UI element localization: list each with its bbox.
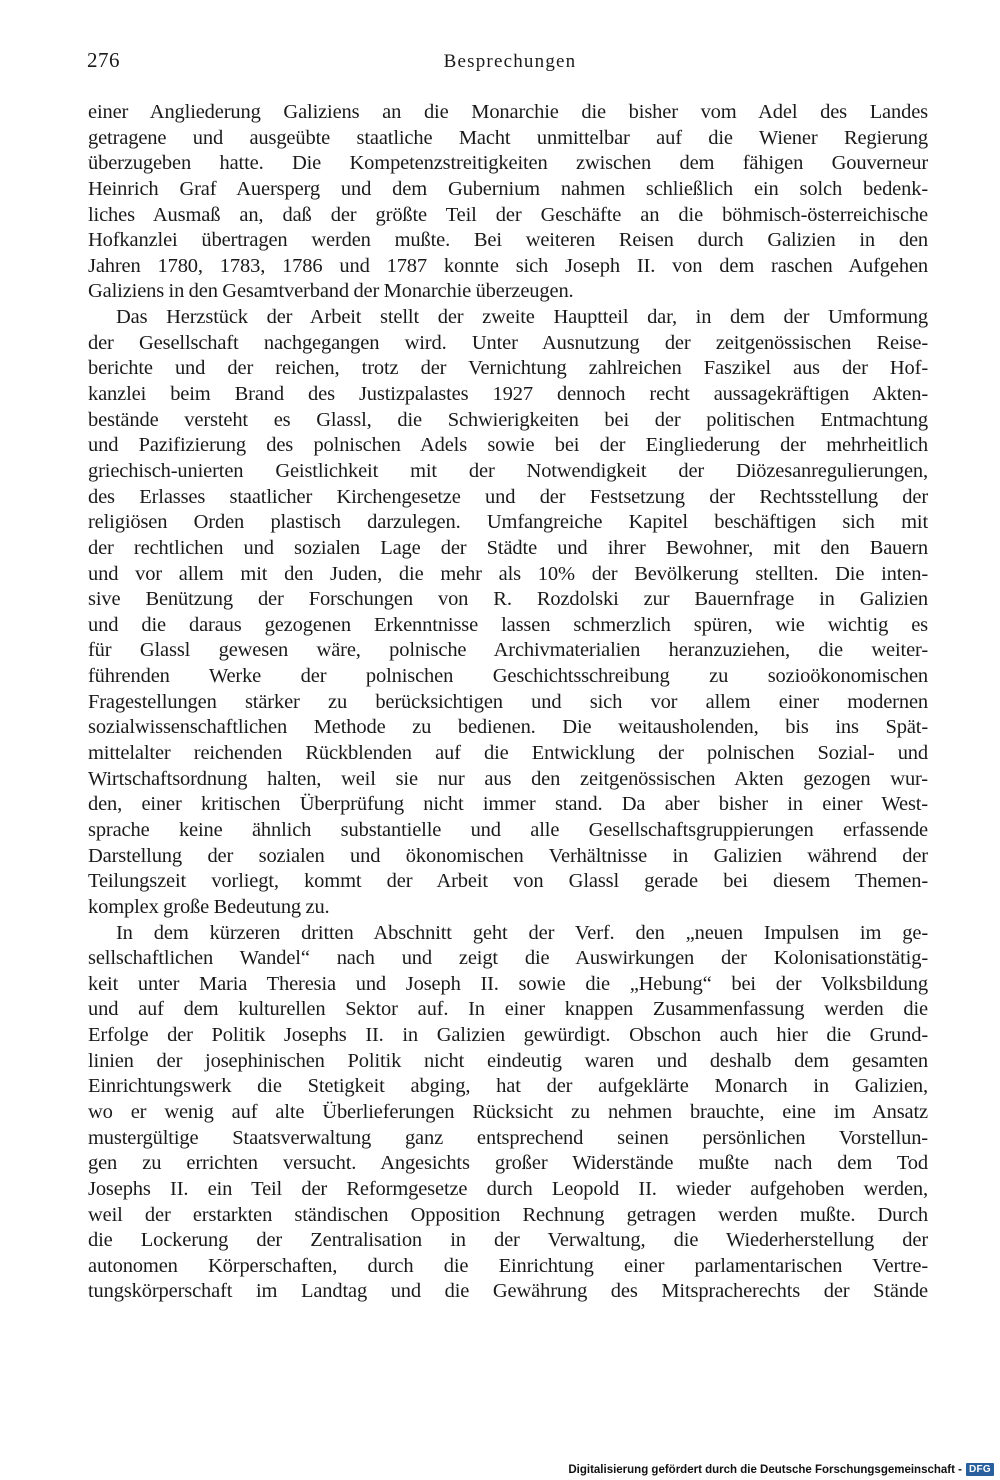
text-line: Josephs II. ein Teil der Reformgesetze durch Leopold II. wieder aufgehoben werden,: [88, 1177, 928, 1200]
text-line: Wirtschaftsordnung halten, weil sie nur aus den zeitgenössischen Akten gezogen wur-: [88, 767, 928, 790]
page-number: 276: [87, 48, 120, 72]
text-line: sprache keine ähnlich substantielle und alle Gesellschaftsgruppierungen erfassende: [88, 818, 928, 841]
text-line: die Lockerung der Zentralisation in der Verwaltung, die Wiederherstellung der: [88, 1229, 928, 1252]
text-line: der rechtlichen und sozialen Lage der Städte und ihrer Bewohner, mit den Bauern: [88, 536, 928, 559]
text-line: Heinrich Graf Auersperg und dem Gubernium nahmen schließlich ein solch bedenk-: [88, 177, 928, 200]
text-line: und auf dem kulturellen Sektor auf. In einer knappen Zusammenfassung werden die: [88, 998, 928, 1021]
footer-text: Digitalisierung gefördert durch die Deutsche Forschungsgemeinschaft -: [568, 1463, 962, 1476]
text-line: überzugeben hatte. Die Kompetenzstreitigkeiten zwischen dem fähigen Gouverneur: [88, 152, 928, 175]
text-line: gen zu errichten versucht. Angesichts großer Widerstände mußte nach dem Tod: [88, 1152, 928, 1175]
text-line: linien der josephinischen Politik nicht eindeutig waren und deshalb dem gesamten: [88, 1049, 928, 1072]
text-line: autonomen Körperschaften, durch die Einrichtung einer parlamentarischen Vertre-: [88, 1254, 928, 1277]
text-line: komplex große Bedeutung zu.: [88, 895, 330, 918]
text-line: einer Angliederung Galiziens an die Monarchie die bisher vom Adel des Landes: [88, 101, 928, 123]
dfg-logo: DFG: [966, 1463, 994, 1476]
paragraph: [88, 100, 928, 305]
text-line: und vor allem mit den Juden, die mehr als 10% der Bevölkerung stellten. Die inten-: [88, 562, 928, 585]
text-line: keit unter Maria Theresia und Joseph II. sowie die „Hebung“ bei der Volksbildung: [88, 972, 928, 995]
text-line: Galiziens in den Gesamtverband der Monarchie überzeugen.: [88, 280, 574, 303]
text-line: und die daraus gezogenen Erkenntnisse lassen schmerzlich spüren, wie wichtig es: [88, 613, 928, 636]
text-line: religiösen Orden plastisch darzulegen. Umfangreiche Kapitel beschäftigen sich mit: [88, 511, 928, 534]
text-line: sive Benützung der Forschungen von R. Rozdolski zur Bauernfrage in Galizien: [88, 588, 928, 611]
text-line: wo er wenig auf alte Überlieferungen Rücksicht zu nehmen brauchte, eine im Ansatz: [88, 1100, 928, 1123]
text-line: sellschaftlichen Wandel“ nach und zeigt die Auswirkungen der Kolonisationstätig-: [88, 947, 928, 970]
footer-credit: [568, 1463, 994, 1476]
text-line: der Gesellschaft nachgegangen wird. Unter Ausnutzung der zeitgenössischen Reise-: [88, 331, 928, 354]
text-line: mustergültige Staatsverwaltung ganz entsprechend seinen persönlichen Vorstellun-: [88, 1126, 928, 1149]
text-line: Jahren 1780, 1783, 1786 und 1787 konnte sich Joseph II. von dem raschen Aufgehen: [88, 254, 928, 277]
text-line: griechisch-unierten Geistlichkeit mit der Notwendigkeit der Diözesanregulierungen,: [88, 459, 928, 482]
text-line: Darstellung der sozialen und ökonomischen Verhältnisse in Galizien während der: [88, 844, 928, 867]
text-line: für Glassl gewesen wäre, polnische Archivmaterialien heranzuziehen, die weiter-: [88, 639, 928, 662]
text-line: des Erlasses staatlicher Kirchengesetze und der Festsetzung der Rechtsstellung der: [88, 485, 928, 508]
text-line: Fragestellungen stärker zu berücksichtigen und sich vor allem einer modernen: [88, 690, 928, 713]
text-column: [88, 100, 928, 1305]
text-line: tungskörperschaft im Landtag und die Gewährung des Mitspracherechts der Stände: [88, 1280, 928, 1303]
text-line: sozialwissenschaftlichen Methode zu bedienen. Die weitausholenden, bis ins Spät-: [88, 716, 928, 739]
text-line: kanzlei beim Brand des Justizpalastes 1927 dennoch recht aussagekräftigen Akten-: [88, 383, 928, 406]
text-line: weil der erstarkten ständischen Opposition Rechnung getragen werden mußte. Durch: [88, 1203, 928, 1226]
text-line: den, einer kritischen Überprüfung nicht immer stand. Da aber bisher in einer West-: [88, 793, 928, 816]
text-line: Erfolge der Politik Josephs II. in Galizien gewürdigt. Obschon auch hier die Grund-: [88, 1024, 928, 1047]
text-line: liches Ausmaß an, daß der größte Teil der Geschäfte an die böhmisch-österreichische: [88, 203, 928, 226]
text-line: Hofkanzlei übertragen werden mußte. Bei weiteren Reisen durch Galizien in den: [88, 229, 928, 252]
text-line: Einrichtungswerk die Stetigkeit abging, hat der aufgeklärte Monarch in Galizien,: [88, 1075, 928, 1098]
text-line: In dem kürzeren dritten Abschnitt geht der Verf. den „neuen Impulsen im ge-: [116, 921, 928, 944]
text-line: bestände versteht es Glassl, die Schwierigkeiten bei der politischen Entmachtung: [88, 408, 928, 431]
text-line: und Pazifizierung des polnischen Adels sowie bei der Eingliederung der mehrheitlich: [88, 434, 928, 457]
text-line: berichte und der reichen, trotz der Vernichtung zahlreichen Faszikel aus der Hof-: [88, 357, 928, 380]
paragraph: [88, 305, 928, 920]
paragraph: [88, 921, 928, 1306]
text-line: getragene und ausgeübte staatliche Macht unmittelbar auf die Wiener Regierung: [88, 126, 928, 149]
text-line: mittelalter reichenden Rückblenden auf die Entwicklung der polnischen Sozial- und: [88, 742, 928, 765]
text-line: Das Herzstück der Arbeit stellt der zweite Hauptteil dar, in dem der Umformung: [116, 306, 928, 329]
text-line: Teilungszeit vorliegt, kommt der Arbeit von Glassl gerade bei diesem Themen-: [88, 870, 928, 893]
running-title: Besprechungen: [443, 51, 577, 72]
text-line: führenden Werke der polnischen Geschichtsschreibung zu sozioökonomischen: [88, 665, 928, 688]
